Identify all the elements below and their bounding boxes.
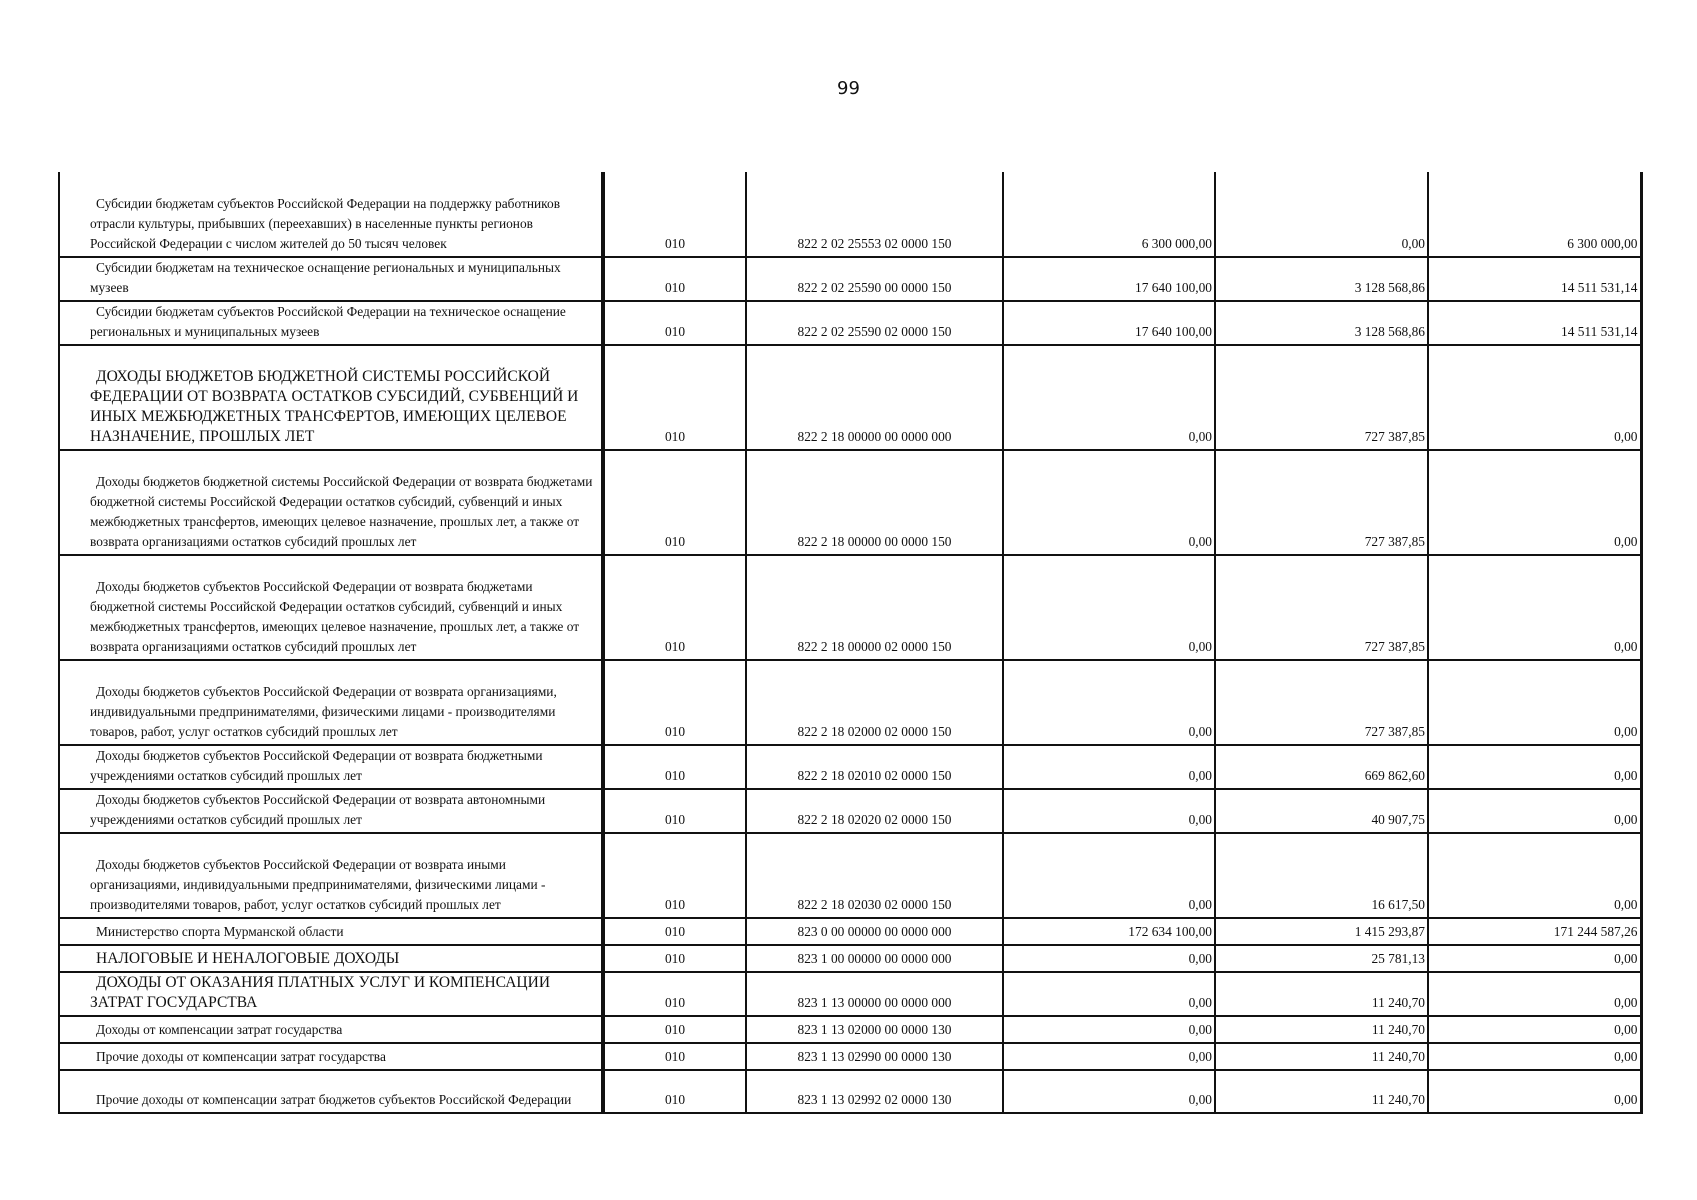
row-description: Доходы бюджетов субъектов Российской Федерации от возврата иными организациями, индивидуальными предпринимателями, физическими лицами - производителями товаров, работ, услуг остатков субсидий прошлых лет bbox=[59, 833, 603, 918]
row-amount-1: 0,00 bbox=[1003, 1043, 1215, 1070]
row-amount-3: 0,00 bbox=[1428, 972, 1641, 1016]
row-amount-3: 0,00 bbox=[1428, 833, 1641, 918]
row-code: 010 bbox=[603, 1016, 746, 1043]
row-description: Министерство спорта Мурманской области bbox=[59, 918, 603, 945]
table-row bbox=[59, 1070, 1641, 1113]
row-amount-1: 0,00 bbox=[1003, 789, 1215, 833]
row-budget-classification-code: 823 1 13 02990 00 0000 130 bbox=[746, 1043, 1003, 1070]
row-amount-1: 6 300 000,00 bbox=[1003, 172, 1215, 257]
row-amount-2: 11 240,70 bbox=[1215, 972, 1428, 1016]
row-amount-1: 172 634 100,00 bbox=[1003, 918, 1215, 945]
table-row bbox=[59, 789, 1641, 833]
row-budget-classification-code: 822 2 02 25590 02 0000 150 bbox=[746, 301, 1003, 345]
row-amount-2: 3 128 568,86 bbox=[1215, 257, 1428, 301]
row-description: ДОХОДЫ БЮДЖЕТОВ БЮДЖЕТНОЙ СИСТЕМЫ РОССИЙСКОЙ ФЕДЕРАЦИИ ОТ ВОЗВРАТА ОСТАТКОВ СУБСИДИЙ, СУБВЕНЦИЙ И ИНЫХ МЕЖБЮДЖЕТНЫХ ТРАНСФЕРТОВ, ИМЕЮЩИХ ЦЕЛЕВОЕ НАЗНАЧЕНИЕ, ПРОШЛЫХ ЛЕТ bbox=[59, 345, 603, 450]
row-amount-2: 40 907,75 bbox=[1215, 789, 1428, 833]
row-amount-1: 0,00 bbox=[1003, 972, 1215, 1016]
row-amount-3: 0,00 bbox=[1428, 345, 1641, 450]
row-code: 010 bbox=[603, 972, 746, 1016]
row-amount-3: 14 511 531,14 bbox=[1428, 257, 1641, 301]
row-budget-classification-code: 822 2 18 02020 02 0000 150 bbox=[746, 789, 1003, 833]
row-code: 010 bbox=[603, 833, 746, 918]
page-number: 99 bbox=[837, 78, 860, 99]
row-amount-1: 0,00 bbox=[1003, 833, 1215, 918]
row-budget-classification-code: 822 2 18 02010 02 0000 150 bbox=[746, 745, 1003, 789]
row-code: 010 bbox=[603, 945, 746, 972]
row-amount-3: 0,00 bbox=[1428, 745, 1641, 789]
row-amount-2: 727 387,85 bbox=[1215, 345, 1428, 450]
row-budget-classification-code: 822 2 02 25553 02 0000 150 bbox=[746, 172, 1003, 257]
row-budget-classification-code: 822 2 18 02030 02 0000 150 bbox=[746, 833, 1003, 918]
row-amount-3: 6 300 000,00 bbox=[1428, 172, 1641, 257]
row-amount-1: 0,00 bbox=[1003, 1016, 1215, 1043]
row-budget-classification-code: 822 2 18 02000 02 0000 150 bbox=[746, 660, 1003, 745]
row-budget-classification-code: 822 2 18 00000 00 0000 000 bbox=[746, 345, 1003, 450]
row-amount-3: 0,00 bbox=[1428, 660, 1641, 745]
row-description: ДОХОДЫ ОТ ОКАЗАНИЯ ПЛАТНЫХ УСЛУГ И КОМПЕНСАЦИИ ЗАТРАТ ГОСУДАРСТВА bbox=[59, 972, 603, 1016]
row-budget-classification-code: 823 1 00 00000 00 0000 000 bbox=[746, 945, 1003, 972]
row-amount-2: 727 387,85 bbox=[1215, 555, 1428, 660]
row-code: 010 bbox=[603, 450, 746, 555]
row-code: 010 bbox=[603, 918, 746, 945]
row-description: Прочие доходы от компенсации затрат государства bbox=[59, 1043, 603, 1070]
row-amount-3: 0,00 bbox=[1428, 945, 1641, 972]
row-amount-2: 669 862,60 bbox=[1215, 745, 1428, 789]
row-amount-3: 0,00 bbox=[1428, 450, 1641, 555]
row-code: 010 bbox=[603, 1043, 746, 1070]
row-budget-classification-code: 822 2 18 00000 02 0000 150 bbox=[746, 555, 1003, 660]
row-description: НАЛОГОВЫЕ И НЕНАЛОГОВЫЕ ДОХОДЫ bbox=[59, 945, 603, 972]
table-row bbox=[59, 1043, 1641, 1070]
row-description: Доходы от компенсации затрат государства bbox=[59, 1016, 603, 1043]
row-amount-1: 0,00 bbox=[1003, 1070, 1215, 1113]
table-row bbox=[59, 745, 1641, 789]
row-amount-2: 11 240,70 bbox=[1215, 1016, 1428, 1043]
row-amount-2: 1 415 293,87 bbox=[1215, 918, 1428, 945]
row-description: Субсидии бюджетам субъектов Российской Федерации на техническое оснащение региональных и муниципальных музеев bbox=[59, 301, 603, 345]
row-budget-classification-code: 823 1 13 02000 00 0000 130 bbox=[746, 1016, 1003, 1043]
row-amount-2: 727 387,85 bbox=[1215, 450, 1428, 555]
row-amount-2: 25 781,13 bbox=[1215, 945, 1428, 972]
row-budget-classification-code: 823 1 13 00000 00 0000 000 bbox=[746, 972, 1003, 1016]
row-amount-1: 0,00 bbox=[1003, 555, 1215, 660]
row-code: 010 bbox=[603, 345, 746, 450]
row-amount-3: 171 244 587,26 bbox=[1428, 918, 1641, 945]
row-amount-1: 17 640 100,00 bbox=[1003, 257, 1215, 301]
row-code: 010 bbox=[603, 257, 746, 301]
row-code: 010 bbox=[603, 1070, 746, 1113]
row-amount-1: 0,00 bbox=[1003, 945, 1215, 972]
row-budget-classification-code: 823 1 13 02992 02 0000 130 bbox=[746, 1070, 1003, 1113]
table-row bbox=[59, 555, 1641, 660]
row-amount-2: 3 128 568,86 bbox=[1215, 301, 1428, 345]
row-amount-3: 0,00 bbox=[1428, 1043, 1641, 1070]
row-budget-classification-code: 822 2 02 25590 00 0000 150 bbox=[746, 257, 1003, 301]
budget-table bbox=[58, 172, 1643, 1114]
table-row bbox=[59, 301, 1641, 345]
row-amount-3: 0,00 bbox=[1428, 1070, 1641, 1113]
table-row bbox=[59, 918, 1641, 945]
row-description: Доходы бюджетов субъектов Российской Федерации от возврата автономными учреждениями остатков субсидий прошлых лет bbox=[59, 789, 603, 833]
row-code: 010 bbox=[603, 301, 746, 345]
row-amount-2: 11 240,70 bbox=[1215, 1070, 1428, 1113]
table-row bbox=[59, 172, 1641, 257]
row-amount-1: 0,00 bbox=[1003, 450, 1215, 555]
row-description: Доходы бюджетов субъектов Российской Федерации от возврата бюджетными учреждениями остатков субсидий прошлых лет bbox=[59, 745, 603, 789]
row-amount-1: 0,00 bbox=[1003, 745, 1215, 789]
table-row bbox=[59, 450, 1641, 555]
row-description: Доходы бюджетов субъектов Российской Федерации от возврата организациями, индивидуальными предпринимателями, физическими лицами - производителями товаров, работ, услуг остатков субсидий прошлых лет bbox=[59, 660, 603, 745]
row-code: 010 bbox=[603, 745, 746, 789]
row-description: Субсидии бюджетам субъектов Российской Федерации на поддержку работников отрасли культуры, прибывших (переехавших) в населенные пункты регионов Российской Федерации с числом жителей до 50 тысяч человек bbox=[59, 172, 603, 257]
row-amount-3: 14 511 531,14 bbox=[1428, 301, 1641, 345]
row-amount-1: 0,00 bbox=[1003, 660, 1215, 745]
table-row bbox=[59, 257, 1641, 301]
row-budget-classification-code: 823 0 00 00000 00 0000 000 bbox=[746, 918, 1003, 945]
table-row bbox=[59, 833, 1641, 918]
table-body bbox=[59, 172, 1641, 1113]
table-row bbox=[59, 660, 1641, 745]
row-budget-classification-code: 822 2 18 00000 00 0000 150 bbox=[746, 450, 1003, 555]
row-description: Доходы бюджетов субъектов Российской Федерации от возврата бюджетами бюджетной системы Российской Федерации остатков субсидий, субвенций и иных межбюджетных трансфертов, имеющих целевое назначение, прошлых лет, а также от возврата организациями остатков субсидий прошлых лет bbox=[59, 555, 603, 660]
row-amount-2: 727 387,85 bbox=[1215, 660, 1428, 745]
table-row bbox=[59, 1016, 1641, 1043]
row-code: 010 bbox=[603, 172, 746, 257]
table-row bbox=[59, 945, 1641, 972]
table-row bbox=[59, 972, 1641, 1016]
row-code: 010 bbox=[603, 660, 746, 745]
row-amount-1: 17 640 100,00 bbox=[1003, 301, 1215, 345]
row-amount-2: 11 240,70 bbox=[1215, 1043, 1428, 1070]
row-description: Прочие доходы от компенсации затрат бюджетов субъектов Российской Федерации bbox=[59, 1070, 603, 1113]
row-amount-2: 0,00 bbox=[1215, 172, 1428, 257]
row-amount-2: 16 617,50 bbox=[1215, 833, 1428, 918]
row-code: 010 bbox=[603, 555, 746, 660]
row-amount-3: 0,00 bbox=[1428, 789, 1641, 833]
row-amount-1: 0,00 bbox=[1003, 345, 1215, 450]
table-row bbox=[59, 345, 1641, 450]
row-description: Субсидии бюджетам на техническое оснащение региональных и муниципальных музеев bbox=[59, 257, 603, 301]
row-amount-3: 0,00 bbox=[1428, 1016, 1641, 1043]
row-amount-3: 0,00 bbox=[1428, 555, 1641, 660]
row-code: 010 bbox=[603, 789, 746, 833]
row-description: Доходы бюджетов бюджетной системы Российской Федерации от возврата бюджетами бюджетной системы Российской Федерации остатков субсидий, субвенций и иных межбюджетных трансфертов, имеющих целевое назначение, прошлых лет, а также от возврата организациями остатков субсидий прошлых лет bbox=[59, 450, 603, 555]
